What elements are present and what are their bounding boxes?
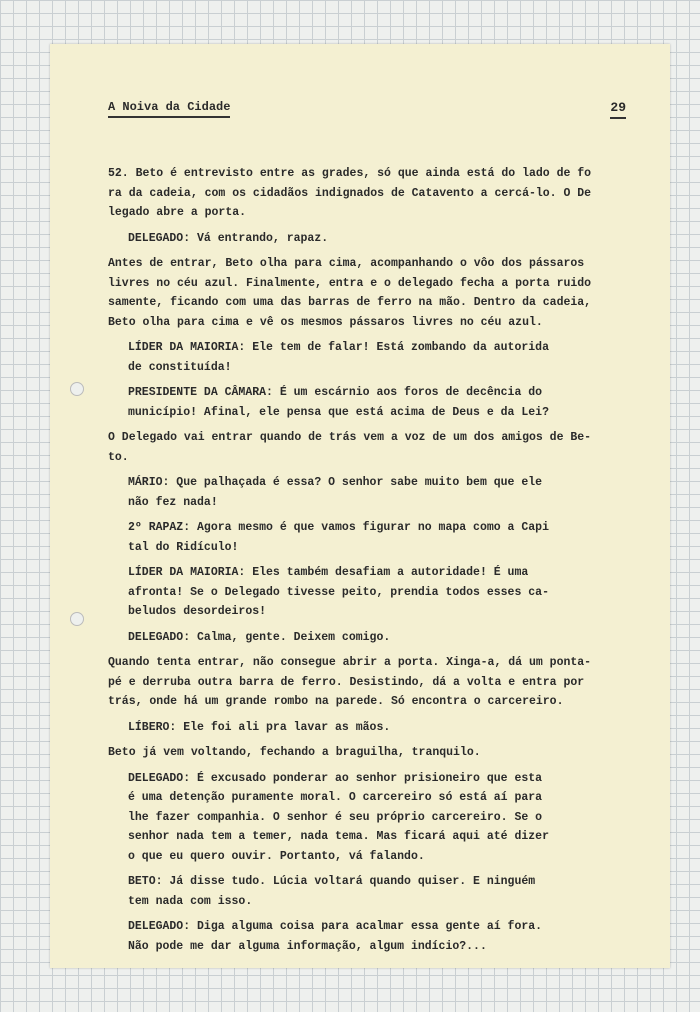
text-line: livres no céu azul. Finalmente, entra e o delegado fecha a porta ruido: [108, 276, 592, 290]
dialogue-paragraph: [108, 872, 628, 911]
dialogue-paragraph: [108, 769, 628, 867]
text-line: ra da cadeia, com os cidadãos indignados de Catavento a cercá-lo. O De: [108, 186, 592, 200]
dialogue-paragraph: [108, 718, 628, 738]
action-paragraph: [108, 428, 628, 467]
action-paragraph: [108, 743, 628, 763]
text-line: DELEGADO: Calma, gente. Deixem comigo.: [128, 630, 391, 644]
dialogue-paragraph: [108, 518, 628, 557]
action-paragraph: [108, 653, 628, 712]
text-line: lhe fazer companhia. O senhor é seu próprio carcereiro. Se o: [128, 810, 543, 824]
text-line: 52. Beto é entrevisto entre as grades, só que ainda está do lado de fo: [108, 167, 592, 180]
document-title: A Noiva da Cidade: [108, 100, 230, 118]
text-line: DELEGADO: É excusado ponderar ao senhor prisioneiro que esta: [128, 771, 543, 785]
action-paragraph: [108, 164, 628, 223]
text-line: LÍBERO: Ele foi ali pra lavar as mãos.: [128, 720, 391, 734]
script-text: [108, 164, 628, 956]
text-line: DELEGADO: Diga alguma coisa para acalmar essa gente aí fora.: [128, 920, 543, 933]
text-line: Não pode me dar alguma informação, algum indício?...: [128, 939, 487, 953]
text-line: tal do Ridículo!: [128, 540, 239, 554]
text-line: beludos desordeiros!: [128, 605, 267, 618]
text-line: 2º RAPAZ: Agora mesmo é que vamos figurar no mapa como a Capi: [128, 521, 549, 534]
text-line: Quando tenta entrar, não consegue abrir a porta. Xinga-a, dá um ponta-: [108, 656, 592, 669]
text-line: afronta! Se o Delegado tivesse peito, prendia todos esses ca-: [128, 585, 549, 599]
dialogue-paragraph: [108, 383, 628, 422]
text-line: não fez nada!: [128, 495, 218, 509]
dialogue-paragraph: [108, 229, 628, 249]
dialogue-paragraph: [108, 473, 628, 512]
text-line: o que eu quero ouvir. Portanto, vá falando.: [128, 849, 425, 863]
text-line: senhor nada tem a temer, nada tema. Mas ficará aqui até dizer: [128, 830, 549, 843]
text-line: LÍDER DA MAIORIA: Eles também desafiam a autoridade! É uma: [128, 566, 529, 579]
text-line: pé e derruba outra barra de ferro. Desistindo, dá a volta e entra por: [108, 675, 585, 689]
text-line: DELEGADO: Vá entrando, rapaz.: [128, 231, 329, 245]
text-line: Beto já vem voltando, fechando a braguilha, tranquilo.: [108, 746, 481, 759]
text-line: município! Afinal, ele pensa que está acima de Deus e da Lei?: [128, 405, 549, 419]
text-line: legado abre a porta.: [108, 206, 247, 219]
punch-hole: [70, 382, 84, 396]
page-number: 29: [610, 100, 626, 119]
text-line: Antes de entrar, Beto olha para cima, acompanhando o vôo dos pássaros: [108, 257, 585, 270]
typewritten-page: [50, 44, 670, 968]
text-line: de constituída!: [128, 360, 232, 374]
text-line: to.: [108, 450, 129, 464]
text-line: tem nada com isso.: [128, 894, 253, 908]
dialogue-paragraph: [108, 917, 628, 956]
text-line: samente, ficando com uma das barras de ferro na mão. Dentro da cadeia,: [108, 296, 592, 309]
text-line: MÁRIO: Que palhaçada é essa? O senhor sabe muito bem que ele: [128, 476, 543, 489]
text-line: Beto olha para cima e vê os mesmos pássaros livres no céu azul.: [108, 315, 543, 329]
dialogue-paragraph: [108, 563, 628, 622]
text-line: BETO: Já disse tudo. Lúcia voltará quando quiser. E ninguém: [128, 875, 536, 888]
dialogue-paragraph: [108, 338, 628, 377]
dialogue-paragraph: [108, 628, 628, 648]
text-line: é uma detenção puramente moral. O carcereiro só está aí para: [128, 791, 543, 804]
text-line: O Delegado vai entrar quando de trás vem a voz de um dos amigos de Be-: [108, 431, 592, 444]
text-line: trás, onde há um grande rombo na parede. Só encontra o carcereiro.: [108, 695, 564, 708]
text-line: PRESIDENTE DA CÂMARA: É um escárnio aos foros de decência do: [128, 386, 543, 399]
action-paragraph: [108, 254, 628, 332]
text-line: LÍDER DA MAIORIA: Ele tem de falar! Está zombando da autorida: [128, 341, 549, 354]
punch-hole: [70, 612, 84, 626]
